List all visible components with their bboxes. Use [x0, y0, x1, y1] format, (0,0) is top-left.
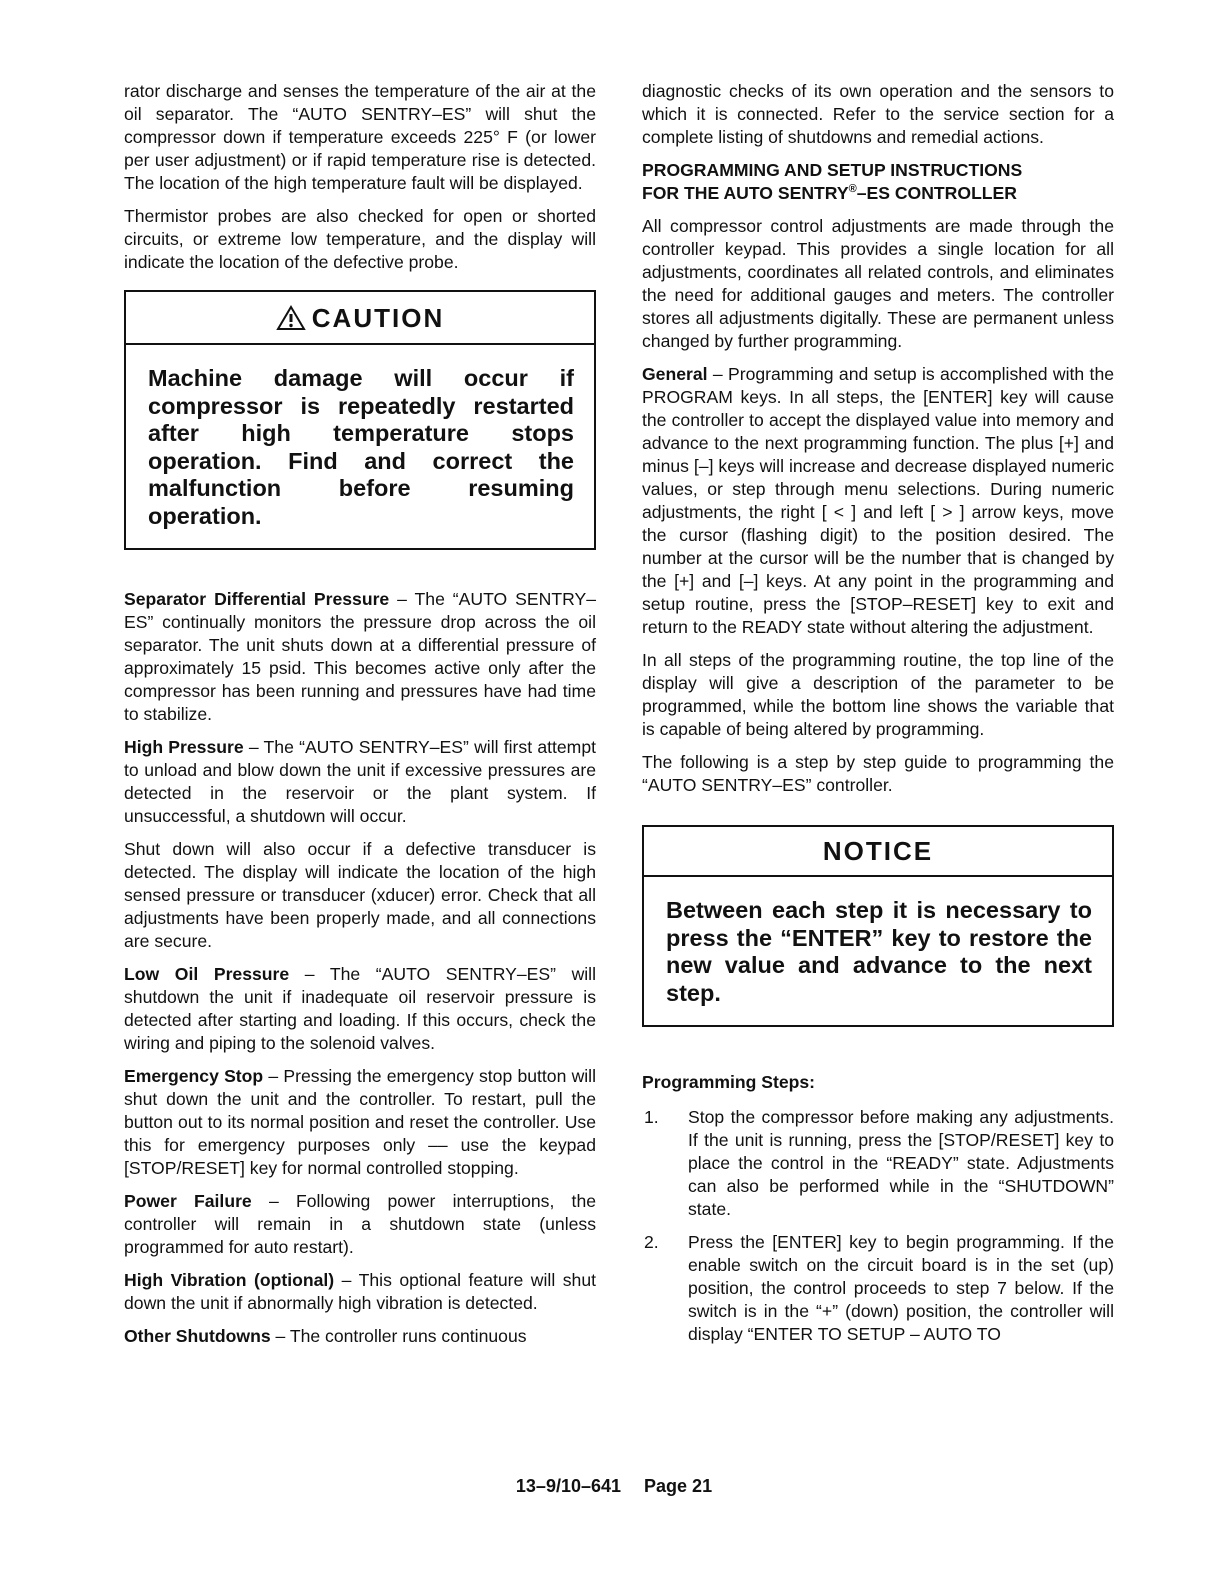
caution-text: Machine damage will occur if compressor is repeatedly restarted after high temperature stops operation. Find and correct the malfunction before resuming operation. [148, 365, 574, 529]
paragraph-temperature: rator discharge and senses the temperature of the air at the oil separator. The “AUTO SENTRY–ES” will shut the compressor down if temperature exceeds 225° F (or lower per user adjustment) or if rapid temperature rise is detected. The location of the high temperature fault will be displayed. [124, 81, 596, 193]
paragraph-separator [124, 588, 596, 726]
step-text: Stop the compressor before making any adjustments. If the unit is running, press the [STOP/RESET] key to place the control in the “READY” state. Adjustments can also be performed while in the “SHUTDOWN” state. [688, 1107, 1114, 1219]
emergency-stop-text: – Pressing the emergency stop button will shut down the unit and the controller. To restart, pull the button out to its normal position and reset the controller. Use this for emergency purposes only –– use the keypad [STOP/RESET] key for normal controlled stopping. [124, 1066, 597, 1178]
section-heading-line2: FOR THE AUTO SENTRY®–ES CONTROLLER [642, 183, 1017, 203]
paragraph-low-oil-pressure [124, 963, 596, 1055]
page-footer [0, 1476, 1228, 1497]
paragraph-display-lines: In all steps of the programming routine, the top line of the display will give a description of the parameter to be programmed, while the bottom line shows the variable that is capable of being altered by programming. [642, 650, 1114, 739]
low-oil-pressure-text: – The “AUTO SENTRY–ES” will shutdown the unit if inadequate oil reservoir pressure is detected after starting and loading. If this occurs, check the wiring and piping to the solenoid valves. [124, 964, 596, 1053]
step-number: 1. [644, 1107, 659, 1127]
caution-title: CAUTION [311, 302, 445, 333]
caution-box [124, 290, 596, 550]
paragraph-guide: The following is a step by step guide to programming the “AUTO SENTRY–ES” controller. [642, 752, 1114, 795]
power-failure-title: Power Failure [124, 1191, 252, 1211]
notice-text: Between each step it is necessary to press the “ENTER” key to restore the new value and advance to the next step. [666, 897, 1092, 1006]
notice-box [642, 825, 1114, 1027]
other-shutdowns-title: Other Shutdowns [124, 1326, 271, 1346]
power-failure-text: – Following power interruptions, the controller will remain in a shutdown state (unless programmed for auto restart). [124, 1191, 597, 1257]
notice-header [644, 827, 1112, 877]
high-vibration-title: High Vibration (optional) [124, 1270, 335, 1290]
programming-steps-title: Programming Steps: [642, 1072, 816, 1092]
general-title: General [642, 364, 708, 384]
separator-title: Separator Differential Pressure [124, 589, 390, 609]
step-number: 2. [644, 1232, 659, 1252]
step-text: Press the [ENTER] key to begin programming. If the enable switch on the circuit board is in the set (up) position, the control proceeds to step 7 below. If the switch is in the “+” (down) position, the controller will display “ENTER TO SETUP – AUTO TO [688, 1232, 1114, 1344]
right-column [642, 80, 1114, 1356]
paragraph-shutdown-transducer: Shut down will also occur if a defective transducer is detected. The display will indicate the location of the high sensed pressure or transducer (xducer) error. Check that all adjustments have been properly made, and all connections are secure. [124, 839, 596, 951]
section-heading [642, 159, 1114, 205]
caution-header [126, 292, 594, 345]
general-text: – Programming and setup is accomplished with the PROGRAM keys. In all steps, the [ENTER] key will cause the controller to accept the displayed value into memory and advance to the next programming function. The plus [+] and minus [–] keys will increase and decrease displayed numeric values, or step through menu selections. During numeric adjustments, the right [ < ] and left [ > ] arrow keys, move the cursor (flashing digit) to the position desired. The number at the cursor will be the number that is changed by the [+] and [–] keys. At any point in the programming and setup routine, press the [STOP–RESET] key to exit and return to the READY state without altering the adjustment. [642, 364, 1115, 637]
list-item [642, 1231, 1114, 1346]
paragraph-general [642, 363, 1114, 639]
paragraph-emergency-stop [124, 1065, 596, 1180]
document-number: 13–9/10–641 [515, 1476, 622, 1496]
high-vibration-text: – This optional feature will shut down the unit if abnormally high vibration is detected. [124, 1270, 596, 1313]
high-pressure-title: High Pressure [124, 737, 244, 757]
separator-text: – The “AUTO SENTRY–ES” continually monitors the pressure drop across the oil separator. The unit shuts down at a differential pressure of approximately 15 psid. This becomes active only after the compressor has been running and pressures have had time to stabilize. [124, 589, 596, 724]
paragraph-diagnostic: diagnostic checks of its own operation and the sensors to which it is connected. Refer to the service section for a complete listing of shutdowns and remedial actions. [642, 81, 1114, 147]
programming-steps-list [642, 1106, 1114, 1346]
paragraph-adjustments: All compressor control adjustments are made through the controller keypad. This provides a single location for all adjustments, coordinates all related controls, and eliminates the need for additional gauges and meters. The controller stores all adjustments digitally. These are permanent unless changed by further programming. [642, 216, 1114, 351]
paragraph-other-shutdowns [124, 1325, 596, 1348]
low-oil-pressure-title: Low Oil Pressure [124, 964, 290, 984]
notice-title: NOTICE [822, 836, 934, 866]
high-pressure-text: – The “AUTO SENTRY–ES” will first attempt to unload and blow down the unit if excessive pressures are detected in the reservoir or the plant system. If unsuccessful, a shutdown will occur. [124, 737, 596, 826]
page-number: Page 21 [644, 1476, 713, 1496]
section-heading-line1: PROGRAMMING AND SETUP INSTRUCTIONS [642, 160, 1023, 180]
paragraph-high-pressure [124, 736, 596, 828]
paragraph-thermistor: Thermistor probes are also checked for open or shorted circuits, or extreme low temperature, and the display will indicate the location of the defective probe. [124, 206, 596, 272]
paragraph-high-vibration [124, 1269, 596, 1315]
paragraph-power-failure [124, 1190, 596, 1259]
left-column [124, 80, 596, 1358]
warning-triangle-icon [276, 305, 306, 331]
other-shutdowns-text: – The controller runs continuous [275, 1326, 527, 1346]
emergency-stop-title: Emergency Stop [124, 1066, 264, 1086]
list-item [642, 1106, 1114, 1221]
